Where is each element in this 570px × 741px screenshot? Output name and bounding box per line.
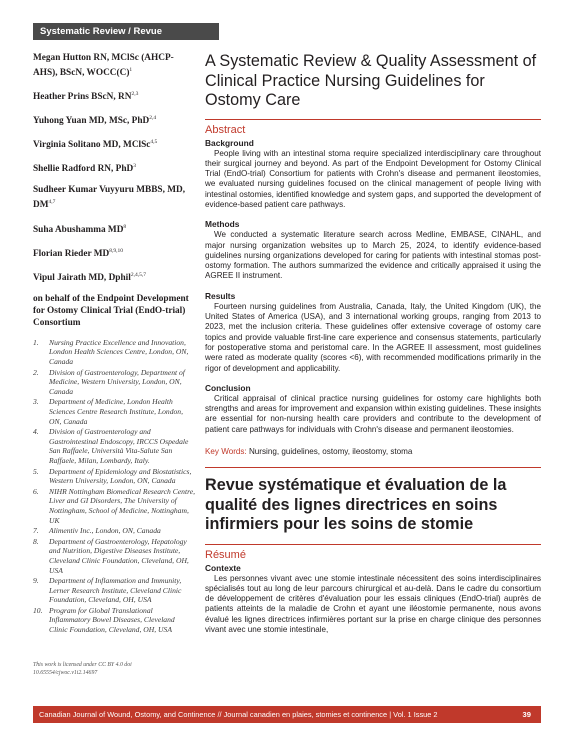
affiliation-item: [33, 338, 195, 367]
author-affiliation-sup: 2,4: [149, 115, 157, 122]
affiliation-text: Division of Gastroenterology and Gastrointestinal Endoscopy, IRCCS Ospedale San Raffaele, Università Vita-Salute San Raffaele, Milan, Lombardy, Italy.: [49, 427, 189, 465]
journal-footer: Canadian Journal of Wound, Ostomy, and Continence // Journal canadien en plaies, stomies et continence | Vol. 1 Issue 2 39: [33, 706, 541, 723]
author-affiliation-sup: 3: [133, 163, 136, 170]
affiliation-number: 7.: [33, 526, 39, 536]
affiliation-text: Department of Epidemiology and Biostatistics, Western University, London, ON, Canada: [49, 466, 192, 486]
page-number: 39: [522, 710, 531, 719]
footer-journal: Canadian Journal of Wound, Ostomy, and Continence // Journal canadien en plaies, stomies et continence: [39, 710, 388, 719]
keywords-label: Key Words:: [205, 447, 247, 457]
affiliation-item: [33, 487, 195, 525]
affiliation-item: [33, 526, 195, 536]
affiliation-item: [33, 467, 195, 486]
affiliation-text: Department of Medicine, London Health Sciences Centre Research Institute, London, ON, Canada: [49, 397, 183, 426]
footer-issue: Vol. 1 Issue 2: [393, 710, 438, 719]
affiliation-item: [33, 397, 195, 426]
results-heading: Results: [205, 290, 236, 301]
article-title: A Systematic Review & Quality Assessment of Clinical Practice Nursing Guidelines for Ostomy Care: [205, 52, 537, 109]
affiliation-number: 3.: [33, 397, 39, 407]
author-name-text: Vipul Jairath MD, Dphil: [33, 272, 131, 283]
affiliation-text: NIHR Nottingham Biomedical Research Centre, Liver and GI Disorders, The University of Nottingham, School of Medicine, Nottingham, UK: [49, 486, 196, 525]
author-name-text: Heather Prins BScN, RN: [33, 92, 132, 103]
author-column: [33, 52, 195, 636]
keywords: [205, 446, 541, 457]
author-name: [33, 160, 195, 175]
author-name-text: Sudheer Kumar Vuyyuru MBBS, MD, DM: [33, 185, 186, 211]
author-name: [33, 136, 195, 151]
author-name-text: Florian Rieder MD: [33, 248, 110, 259]
author-name: [33, 269, 195, 284]
author-name: [33, 88, 195, 103]
title-divider: [205, 119, 541, 120]
license-note: This work is licensed under CC BY 4.0 doi 10.65554/cjwoc.v1i2.14697: [33, 662, 132, 676]
french-divider: [205, 467, 541, 468]
methods-text: We conducted a systematic literature search across Medline, EMBASE, CINAHL, and major nursing organization websites up to March 25, 2024, to identify evidence-based guidelines nursing organizations developed for caring for patients with intestinal stomas post-ostomy formation. The authors summarized the evidence and critically appraised it using the AGREE II instrument.: [205, 230, 541, 281]
author-affiliation-sup: 2,4,5,7: [130, 271, 146, 278]
author-name: [33, 184, 195, 211]
methods-heading: Methods: [205, 219, 240, 230]
contexte-text: Les personnes vivant avec une stomie intestinale nécessitent des soins interdisciplinaires spécialisés tout au long de leur parcours chirurgical et au-delà. Dans le cadre du consortium de développement de critères d'évaluation pour les essais cliniques (EndO-trial) auprès de patients atteints de la maladie de Crohn et ayant une iléostomie permanente, nous avons évalué les lignes directrices infirmières portant sur la prise en charge clinique des personnes vivant avec une stomie intestinale,: [205, 573, 541, 635]
affiliation-item: [33, 537, 195, 575]
author-name-text: Megan Hutton RN, MClSc (AHCP-AHS), BScN, WOCC(C): [33, 53, 174, 79]
affiliation-number: 10.: [33, 605, 43, 615]
author-affiliation-sup: 1: [129, 67, 133, 73]
author-name: [33, 245, 195, 260]
affiliation-list: [33, 338, 195, 635]
affiliation-text: Division of Gastroenterology, Department of Medicine, Western University, London, ON, Canada: [49, 367, 185, 396]
affiliation-number: 8.: [33, 536, 39, 546]
author-affiliation-sup: 2,3: [131, 91, 139, 98]
contexte-heading: Contexte: [205, 562, 241, 573]
keywords-list: Nursing, guidelines, ostomy, ileostomy, stoma: [248, 447, 413, 457]
affiliation-number: 5.: [33, 466, 39, 476]
author-affiliation-sup: 8,9,10: [109, 247, 124, 254]
author-affiliation-sup: 4,5: [150, 139, 158, 146]
author-name: [33, 221, 195, 236]
author-name-text: Shellie Radford RN, PhD: [33, 164, 134, 175]
affiliation-number: 6.: [33, 486, 39, 496]
main-column: [205, 50, 541, 635]
author-name-text: Virginia Solitano MD, MClSc: [33, 140, 151, 151]
consortium-statement: on behalf of the Endpoint Development for Ostomy Clinical Trial (EndO-trial) Consortium: [33, 293, 189, 328]
affiliation-text: Alimentiv Inc., London, ON, Canada: [49, 526, 161, 536]
author-affiliation-sup: 4,7: [48, 199, 56, 206]
affiliation-number: 4.: [33, 427, 39, 437]
french-title-divider: [205, 544, 541, 545]
affiliation-text: Nursing Practice Excellence and Innovation, London Health Sciences Centre, London, ON, Canada: [49, 337, 189, 367]
author-affiliation-sup: 8: [123, 223, 127, 230]
author-name: [33, 52, 195, 79]
affiliation-item: [33, 427, 195, 465]
affiliation-number: 9.: [33, 576, 39, 586]
author-name-text: Suha Abushamma MD: [33, 224, 124, 235]
conclusion-text: Critical appraisal of clinical practice nursing guidelines for ostomy care highlights both strengths and areas for improvement and expansion within existing guidelines. These insights are essential for non-nursing health care providers and contribute to the development of patient care pathways for individuals with Crohn's disease and permanent ileostomies.: [205, 393, 541, 434]
conclusion-heading: Conclusion: [205, 382, 251, 393]
section-tag: [33, 23, 219, 54]
affiliation-text: Department of Inflammation and Immunity, Lerner Research Institute, Cleveland Clinic Foundation, Cleveland, OH, USA: [49, 576, 182, 605]
background-heading: Background: [205, 137, 254, 148]
results-text: Fourteen nursing guidelines from Australia, Canada, Italy, the United Kingdom (UK), the United States of America (USA), and 3 international working groups, ranging from 2013 to 2023, met the inclusion criteria. These guidelines offer extensive coverage of ostomy care topics and provide valuable first-line care experience and consensus statements, particularly for postoperative stoma and peristomal care. In the AGREE II assessment, most guidelines were rated as moderate quality (scores <6), with recommended modifications primarily in the rigor of development and applicability.: [205, 301, 541, 373]
author-list: [33, 52, 195, 284]
resume-heading: Résumé: [205, 548, 246, 561]
affiliation-text: Department of Gastroenterology, Hepatology and Nutrition, Digestive Diseases Institute, Cleveland Clinic Foundation, Cleveland, OH, USA: [49, 536, 189, 575]
affiliation-item: [33, 368, 195, 397]
affiliation-text: Program for Global Translational Inflammatory Bowel Diseases, Cleveland Clinic Foundation, Cleveland, OH, USA: [49, 605, 175, 635]
author-name-text: Yuhong Yuan MD, MSc, PhD: [33, 116, 150, 127]
author-name: [33, 112, 195, 127]
affiliation-number: 1.: [33, 337, 39, 347]
affiliation-number: 2.: [33, 367, 39, 377]
affiliation-item: [33, 606, 195, 635]
section-tag-label: Systematic Review / Revue systématique: [40, 26, 162, 54]
background-text: People living with an intestinal stoma require specialized interdisciplinary care throughout their surgical journey and beyond. As part of the Endpoint Development for Ostomy Clinical Trial (EndO-trial) Consortium for patients with Crohn's disease and permanent ileostomies, we evaluated nursing guidelines focused on the clinical management of people living with intestinal ostomies, identified knowledge and system gaps, and supported the development of evidence-based patient care pathways.: [205, 148, 541, 209]
abstract-heading: Abstract: [205, 123, 246, 136]
french-title: Revue systématique et évaluation de la qualité des lignes directrices en soins infirmiers pour les soins de stomie: [205, 476, 507, 534]
affiliation-item: [33, 576, 195, 605]
